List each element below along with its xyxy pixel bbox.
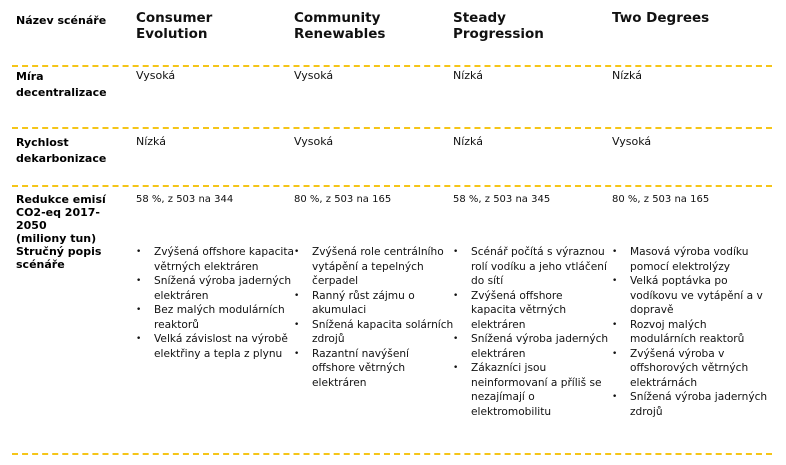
- list-item: • Zvýšená offshore kapacita větrných elektráren: [449, 289, 609, 333]
- decentralization-two-degrees-value: Nízká: [612, 69, 642, 82]
- row-label-line2: decentralizace: [16, 86, 107, 99]
- row-separator: [12, 127, 772, 129]
- header-scenario-line2: Progression: [453, 26, 544, 42]
- row-separator: [12, 65, 772, 67]
- header-scenario-line1: Steady: [453, 10, 506, 26]
- header-scenario-community-renewables: [294, 10, 385, 42]
- row-label-decarbonization: [16, 136, 106, 165]
- decentralization-community-value: Vysoká: [294, 69, 334, 82]
- list-item: • Zvýšená offshore kapacita větrných elektráren: [132, 245, 297, 274]
- description-community-list: [290, 245, 455, 390]
- header-scenario-two-degrees: [612, 10, 709, 26]
- list-item: • Velká poptávka po vodíkovu ve vytápění a v dopravě: [608, 274, 773, 318]
- header-label: Název scénáře: [16, 14, 107, 27]
- description-two-degrees-list: [608, 245, 773, 419]
- decentralization-steady-value: Nízká: [453, 69, 483, 82]
- row-label-line2: dekarbonizace: [16, 152, 107, 165]
- row-label-line2: CO2-eq 2017-: [16, 206, 100, 219]
- header-scenario-line1: Community: [294, 10, 381, 26]
- list-item: • Zvýšená role centrálního vytápění a tepelných čerpadel: [290, 245, 455, 289]
- list-item: • Masová výroba vodíku pomocí elektrolýzy: [608, 245, 773, 274]
- emissions-consumer-value: 58 %, z 503 na 344: [136, 194, 234, 205]
- decarbonization-two-degrees-value: Vysoká: [612, 135, 652, 148]
- decarbonization-community-value: Vysoká: [294, 135, 334, 148]
- row-separator: [12, 185, 772, 187]
- decarbonization-consumer-value: Nízká: [136, 135, 166, 148]
- list-item: • Snížená výroba jaderných elektráren: [132, 274, 297, 303]
- row-label-description: [16, 245, 101, 271]
- row-label-line1: Rychlost: [16, 136, 69, 149]
- list-item: • Snížená kapacita solárních zdrojů: [290, 318, 455, 347]
- header-scenario-consumer-evolution: [136, 10, 212, 42]
- list-item: • Rozvoj malých modulárních reaktorů: [608, 318, 773, 347]
- list-item: • Snížená výroba jaderných elektráren: [449, 332, 609, 361]
- row-separator: [12, 453, 772, 455]
- list-item: • Scénář počítá s výraznou rolí vodíku a jeho vtláčení do sítí: [449, 245, 609, 289]
- list-item: • Bez malých modulárních reaktorů: [132, 303, 297, 332]
- header-scenario-line2: Renewables: [294, 26, 386, 42]
- description-consumer-list: [132, 245, 297, 361]
- decarbonization-steady-value: Nízká: [453, 135, 483, 148]
- emissions-steady-value: 58 %, z 503 na 345: [453, 194, 551, 205]
- list-item: • Razantní navýšení offshore větrných elektráren: [290, 347, 455, 391]
- description-steady-list: [449, 245, 609, 419]
- header-scenario-steady-progression: [453, 10, 544, 42]
- emissions-community-value: 80 %, z 503 na 165: [294, 194, 392, 205]
- row-label-decentralization: [16, 70, 107, 99]
- row-label-line4: (miliony tun): [16, 232, 97, 245]
- emissions-two-degrees-value: 80 %, z 503 na 165: [612, 194, 710, 205]
- list-item: • Velká závislost na výrobě elektřiny a tepla z plynu: [132, 332, 297, 361]
- row-label-line1: Stručný popis: [16, 245, 102, 258]
- header-scenario-line2: Evolution: [136, 26, 208, 42]
- list-item: • Snížená výroba jaderných zdrojů: [608, 390, 773, 419]
- row-label-line1: Míra: [16, 70, 44, 83]
- decentralization-consumer-value: Vysoká: [136, 69, 176, 82]
- row-label-emissions: [16, 193, 106, 245]
- header-scenario-line1: Two Degrees: [612, 10, 710, 26]
- header-scenario-line1: Consumer: [136, 10, 213, 26]
- row-label-line3: 2050: [16, 219, 47, 232]
- list-item: • Zákazníci jsou neinformovaní a příliš se nezajímají o elektromobilitu: [449, 361, 609, 419]
- row-label-line1: Redukce emisí: [16, 193, 106, 206]
- list-item: • Ranný růst zájmu o akumulaci: [290, 289, 455, 318]
- list-item: • Zvýšená výroba v offshorových větrných elektrárnách: [608, 347, 773, 391]
- row-label-line2: scénáře: [16, 258, 65, 271]
